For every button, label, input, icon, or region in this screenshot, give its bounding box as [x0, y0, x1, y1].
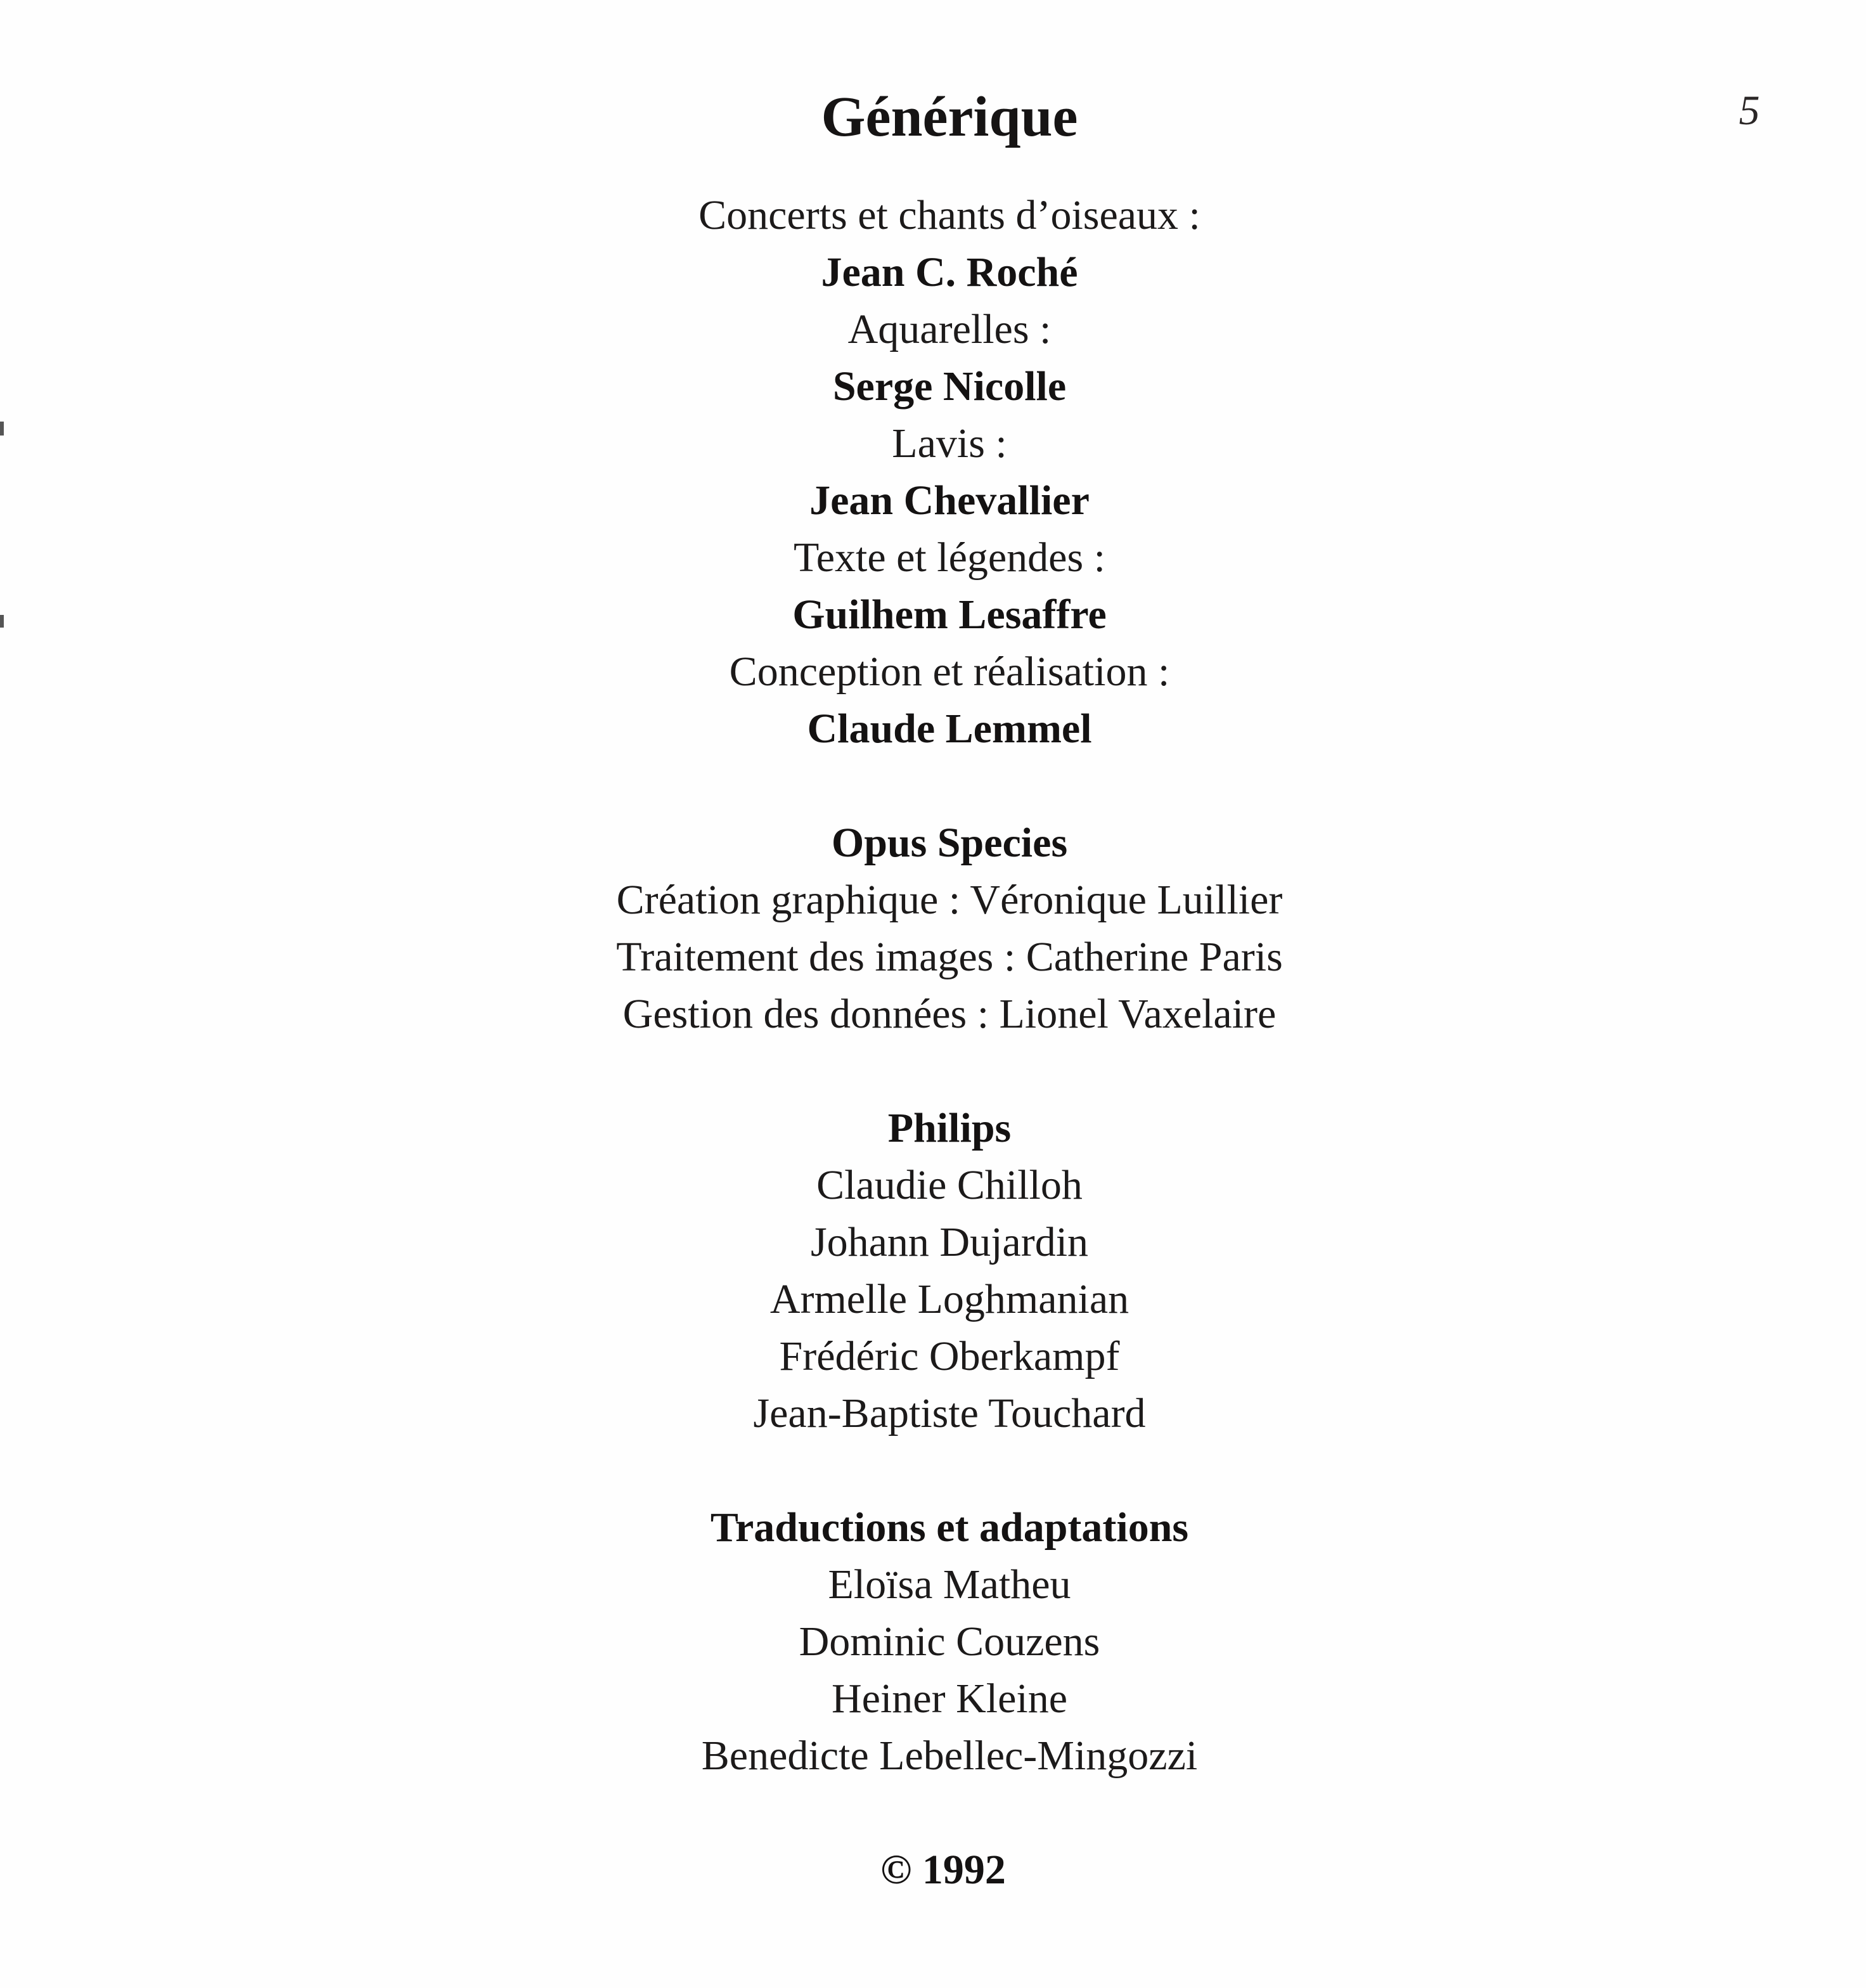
credit-line: Création graphique : Véronique Luillier	[616, 877, 1283, 923]
credit-line: Gestion des données : Lionel Vaxelaire	[622, 991, 1277, 1037]
credit-name: Claude Lemmel	[807, 706, 1092, 752]
credit-name: Jean Chevallier	[809, 477, 1090, 524]
credit-line: Jean-Baptiste Touchard	[753, 1390, 1146, 1436]
main-credits	[0, 187, 1866, 758]
credits-list	[0, 187, 1866, 1785]
credit-role: Texte et légendes :	[793, 534, 1105, 581]
translations-section	[0, 1499, 1866, 1785]
credit-role: Lavis :	[892, 420, 1007, 467]
credit-name: Jean C. Roché	[821, 249, 1078, 295]
section-gap	[0, 1043, 1866, 1100]
credit-name: Guilhem Lesaffre	[792, 591, 1107, 638]
credit-role: Conception et réalisation :	[729, 649, 1170, 695]
page-title: Générique	[821, 86, 1078, 148]
credit-line: Heiner Kleine	[832, 1675, 1067, 1722]
section-heading: Opus Species	[831, 820, 1068, 866]
philips-section	[0, 1100, 1866, 1442]
section-heading: Philips	[887, 1105, 1012, 1151]
section-gap	[0, 1442, 1866, 1499]
credit-name: Serge Nicolle	[832, 363, 1067, 410]
credit-line: Frédéric Oberkampf	[779, 1333, 1120, 1379]
credit-role: Concerts et chants d’oiseaux :	[698, 192, 1200, 238]
credit-line: Johann Dujardin	[810, 1219, 1089, 1265]
credit-role: Aquarelles :	[847, 306, 1052, 352]
credit-line: Eloïsa Matheu	[828, 1561, 1071, 1608]
credit-line: Dominic Couzens	[799, 1618, 1100, 1665]
opus-species-section	[0, 815, 1866, 1043]
copyright-notice: © 1992	[880, 1847, 1006, 1893]
credit-line: Traitement des images : Catherine Paris	[616, 934, 1283, 980]
credit-line: Armelle Loghmanian	[769, 1276, 1129, 1322]
section-heading: Traductions et adaptations	[710, 1504, 1189, 1551]
section-gap	[0, 758, 1866, 815]
credit-line: Benedicte Lebellec-Mingozzi	[701, 1733, 1198, 1779]
credit-line: Claudie Chilloh	[816, 1162, 1083, 1208]
page-number: 5	[1739, 87, 1760, 134]
